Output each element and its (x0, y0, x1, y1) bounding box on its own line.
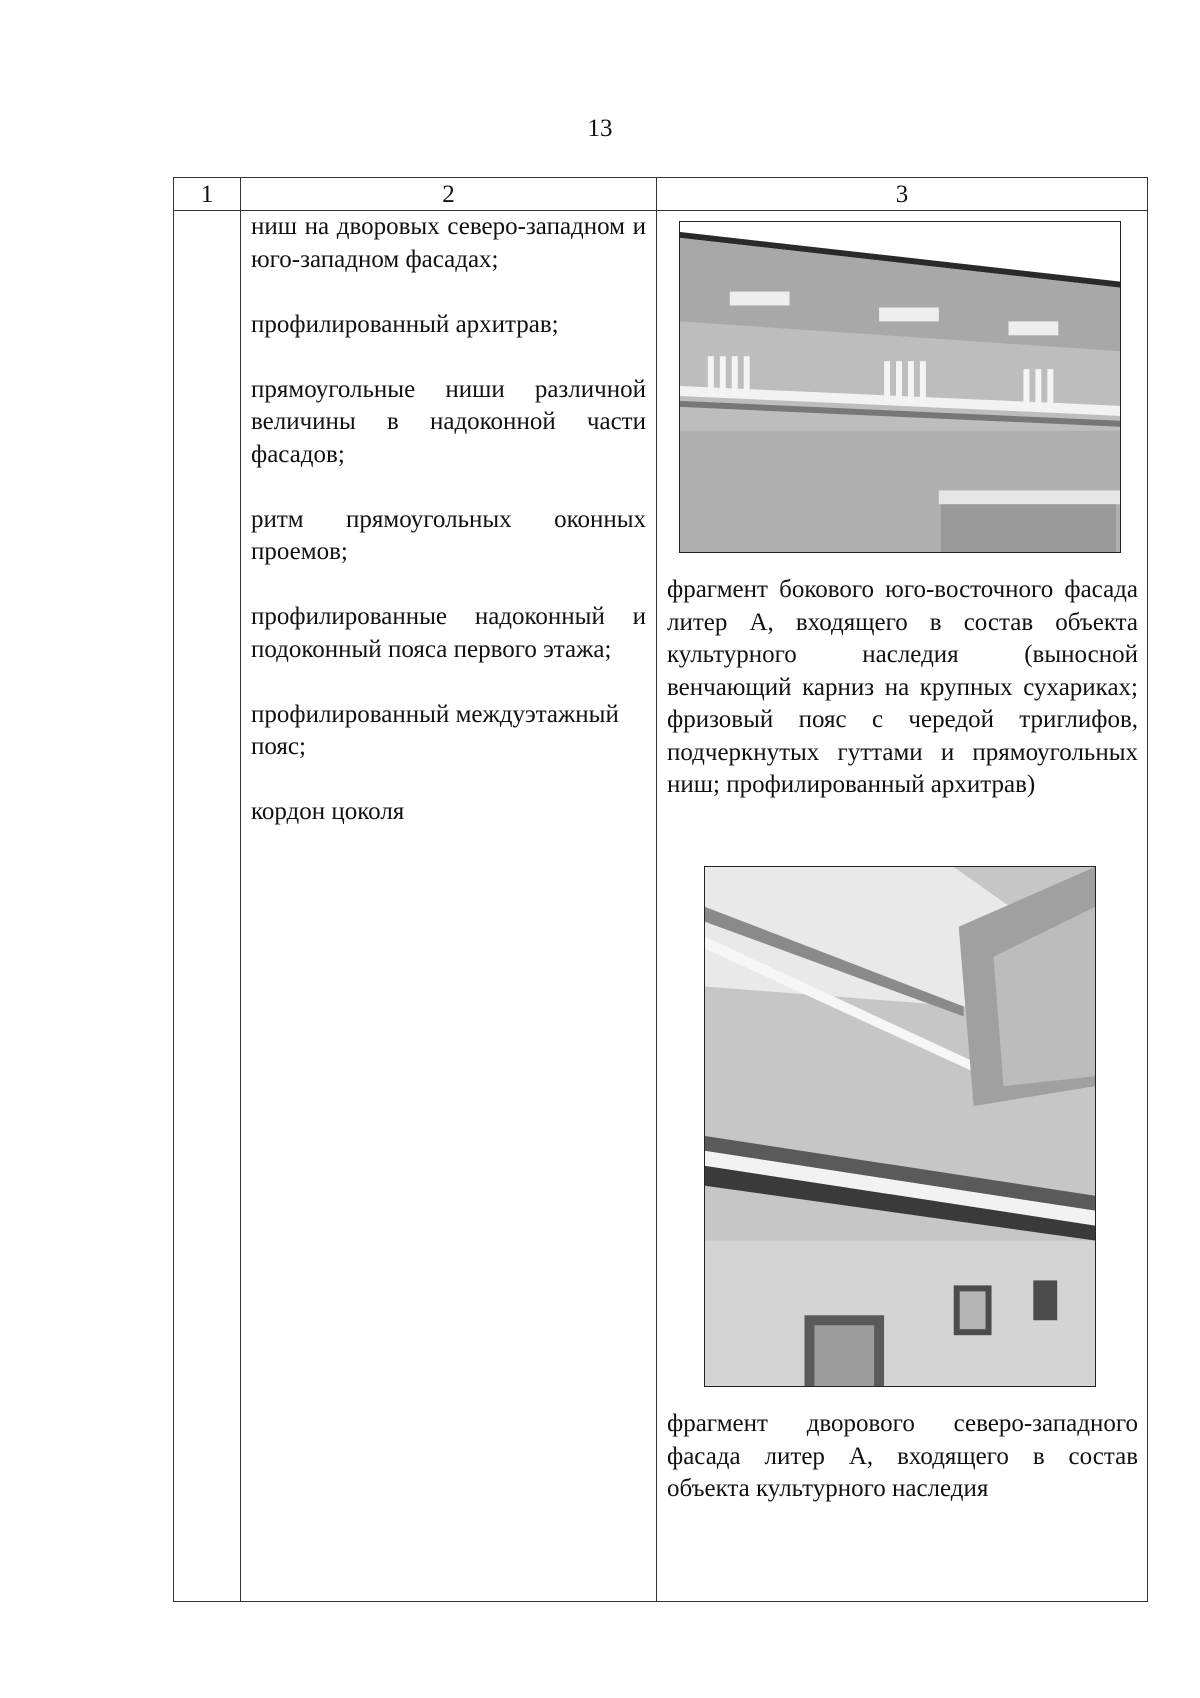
heritage-table (173, 177, 1148, 1602)
page-number: 13 (587, 115, 613, 142)
list-item: ритм прямоугольных оконных проемов; (251, 505, 646, 565)
courtyard-facade-image (705, 867, 1095, 1386)
list-item: кордон цоколя (251, 798, 405, 825)
facade-cornice-image (680, 222, 1120, 552)
header-col-3: 3 (895, 181, 909, 208)
courtyard-facade-photo (704, 866, 1096, 1387)
column-divider-1 (240, 178, 241, 1601)
list-item: прямоугольные ниши различной величины в надоконной части фасадов; (251, 375, 646, 468)
header-col-2: 2 (442, 181, 455, 208)
list-item: профилированные надоконный и подоконный пояса первого этажа; (251, 603, 646, 663)
photo-caption: фрагмент дворового северо-западного фасада литер А, входящего в состав объекта культурного наследия (667, 1410, 1138, 1502)
elements-list (251, 211, 646, 829)
photo-caption: фрагмент бокового юго-восточного фасада литер А, входящего в состав объекта культурного наследия (выносной венчающий карниз на крупных сухариках; фризовый пояс с чередой триглифов, подчеркнутых гуттами и прямоугольных ниш; профилированный архитрав) (667, 576, 1138, 798)
header-col-1: 1 (200, 181, 214, 208)
list-item: ниш на дворовых северо-западном и юго-западном фасадах; (251, 213, 646, 273)
list-item: профилированный архитрав; (251, 310, 559, 338)
list-item: профилированный междуэтажный пояс; (251, 700, 619, 760)
facade-cornice-photo (679, 221, 1121, 553)
column-divider-2 (656, 178, 657, 1601)
